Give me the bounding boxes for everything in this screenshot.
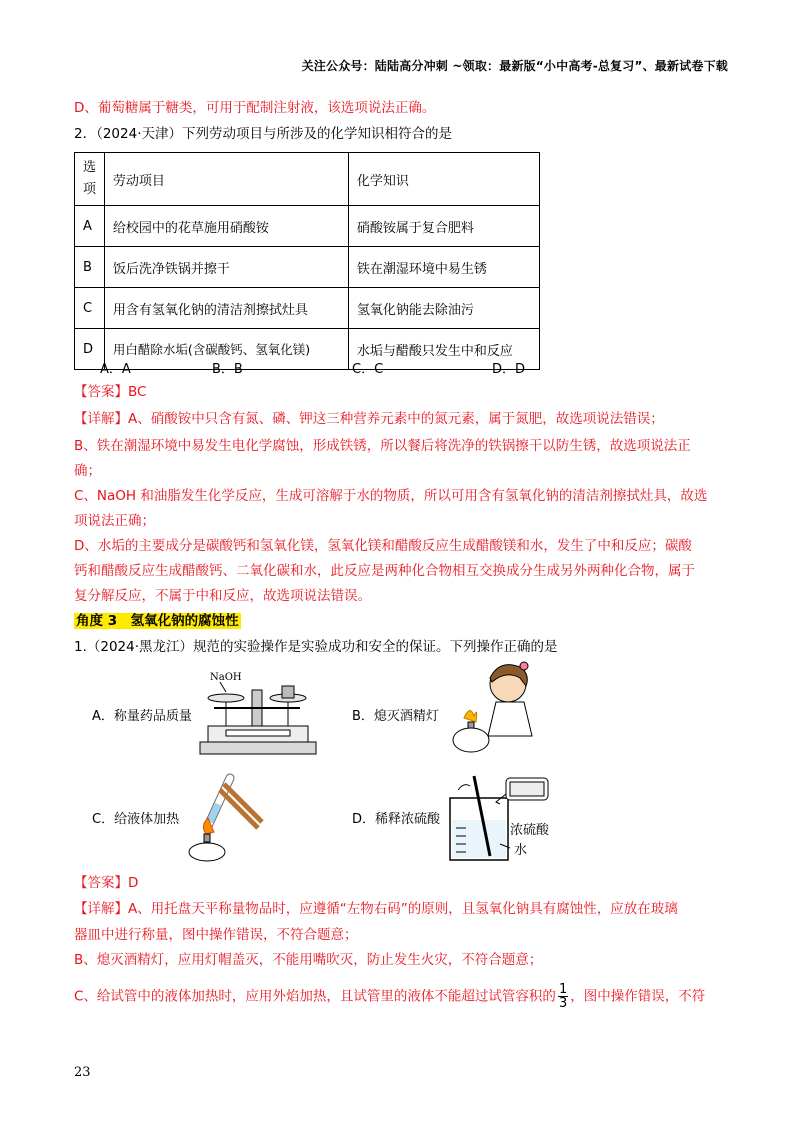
acid-label: 浓硫酸: [510, 823, 550, 838]
detail-line: 项说法正确；: [74, 513, 155, 529]
option-b[interactable]: B．B: [212, 362, 243, 377]
table-cell: 饭后洗净铁锅并擦干: [104, 247, 348, 288]
detail-text-before-fraction: C、给试管中的液体加热时，应用外焰加热，且试管里的液体不能超过试管容积的: [74, 988, 556, 1005]
table-cell: A: [75, 206, 105, 247]
figure-d-caption[interactable]: D．稀释浓硫酸: [352, 812, 441, 827]
fraction-denominator: 3: [558, 996, 568, 1011]
figure-c-caption[interactable]: C．给液体加热: [92, 812, 180, 827]
detail-line: C、NaOH 和油脂发生化学反应，生成可溶解于水的物质，所以可用含有氢氧化钠的清洁剂擦拭灶具，故选: [74, 488, 708, 504]
table-cell: D: [75, 329, 105, 370]
detail-line: 【详解】A、用托盘天平称量物品时，应遵循“左物右码”的原则，且氢氧化钠具有腐蚀性，应放在玻璃: [74, 901, 678, 917]
option-c[interactable]: C．C: [352, 362, 384, 377]
page-header: 关注公众号：陆陆高分冲刺 ~领取：最新版“小中高考-总复习”、最新试卷下载: [301, 59, 728, 73]
alcohol-lamp-figure: [440, 656, 540, 756]
figure-b-caption[interactable]: B．熄灭酒精灯: [352, 709, 439, 724]
option-d[interactable]: D．D: [492, 362, 526, 377]
water-label: 水: [514, 843, 528, 858]
prev-item-text: D、葡萄糖属于糖类，可用于配制注射液，该选项说法正确。: [74, 100, 436, 116]
fraction-numerator: 1: [558, 982, 568, 997]
table-header-cell: 选项: [75, 153, 105, 206]
detail-text-after-fraction: ，图中操作错误，不符: [570, 988, 706, 1005]
table-cell: B: [75, 247, 105, 288]
table-cell: C: [75, 288, 105, 329]
table-header-cell: 劳动项目: [104, 153, 348, 206]
dilution-figure: [444, 772, 564, 864]
question-1-answer: 【答案】D: [74, 875, 139, 891]
table-row: [75, 206, 540, 247]
question-2-table: [74, 152, 540, 370]
table-cell: 给校园中的花草施用硝酸铵: [104, 206, 348, 247]
detail-line-with-fraction: [74, 983, 705, 1010]
table-header-cell: 化学知识: [348, 153, 539, 206]
table-header-row: [75, 153, 540, 206]
table-row: [75, 329, 540, 370]
option-a[interactable]: A．A: [100, 362, 131, 377]
detail-line: 钙和醋酸反应生成醋酸钙、二氧化碳和水，此反应是两种化合物相互交换成分生成另外两种化合物，属于: [74, 563, 695, 579]
naoh-label: NaOH: [210, 672, 242, 683]
table-cell: 用白醋除水垢(含碳酸钙、氢氧化镁): [104, 329, 348, 370]
table-row: [75, 247, 540, 288]
detail-line: 【详解】A、硝酸铵中只含有氮、磷、钾这三种营养元素中的氮元素，属于氮肥，故选项说法错误；: [74, 411, 664, 427]
detail-line: 器皿中进行称量，图中操作错误，不符合题意；: [74, 927, 358, 943]
section-heading: [74, 611, 241, 631]
table-cell: 硝酸铵属于复合肥料: [348, 206, 539, 247]
table-cell: 铁在潮湿环境中易生锈: [348, 247, 539, 288]
detail-line: B、铁在潮湿环境中易发生电化学腐蚀，形成铁锈，所以餐后将洗净的铁锅擦干以防生锈，故选项说法正: [74, 438, 691, 454]
table-row: [75, 288, 540, 329]
balance-figure: [196, 668, 320, 758]
table-cell: 氢氧化钠能去除油污: [348, 288, 539, 329]
section-heading-text: 角度 3 氢氧化钠的腐蚀性: [76, 613, 239, 629]
test-tube-heating-figure: [178, 770, 278, 862]
question-2-answer: 【答案】BC: [74, 384, 147, 400]
figure-a-caption[interactable]: A．称量药品质量: [92, 709, 192, 724]
detail-line: D、水垢的主要成分是碳酸钙和氢氧化镁，氢氧化镁和醋酸反应生成醋酸镁和水，发生了中和反应；碳酸: [74, 538, 692, 554]
question-2-stem: 2．（2024·天津）下列劳动项目与所涉及的化学知识相符合的是: [74, 126, 452, 142]
detail-line: 复分解反应，不属于中和反应，故选项说法错误。: [74, 588, 371, 604]
question-1-stem: 1.（2024·黑龙江）规范的实验操作是实验成功和安全的保证。下列操作正确的是: [74, 639, 558, 655]
table-cell: 用含有氢氧化钠的清洁剂擦拭灶具: [104, 288, 348, 329]
detail-line: B、熄灭酒精灯，应用灯帽盖灭，不能用嘴吹灭，防止发生火灾，不符合题意；: [74, 952, 543, 968]
fraction: [558, 983, 568, 1010]
table-cell: 水垢与醋酸只发生中和反应: [348, 329, 539, 370]
page-number: 23: [74, 1065, 91, 1080]
detail-line: 确；: [74, 463, 101, 479]
